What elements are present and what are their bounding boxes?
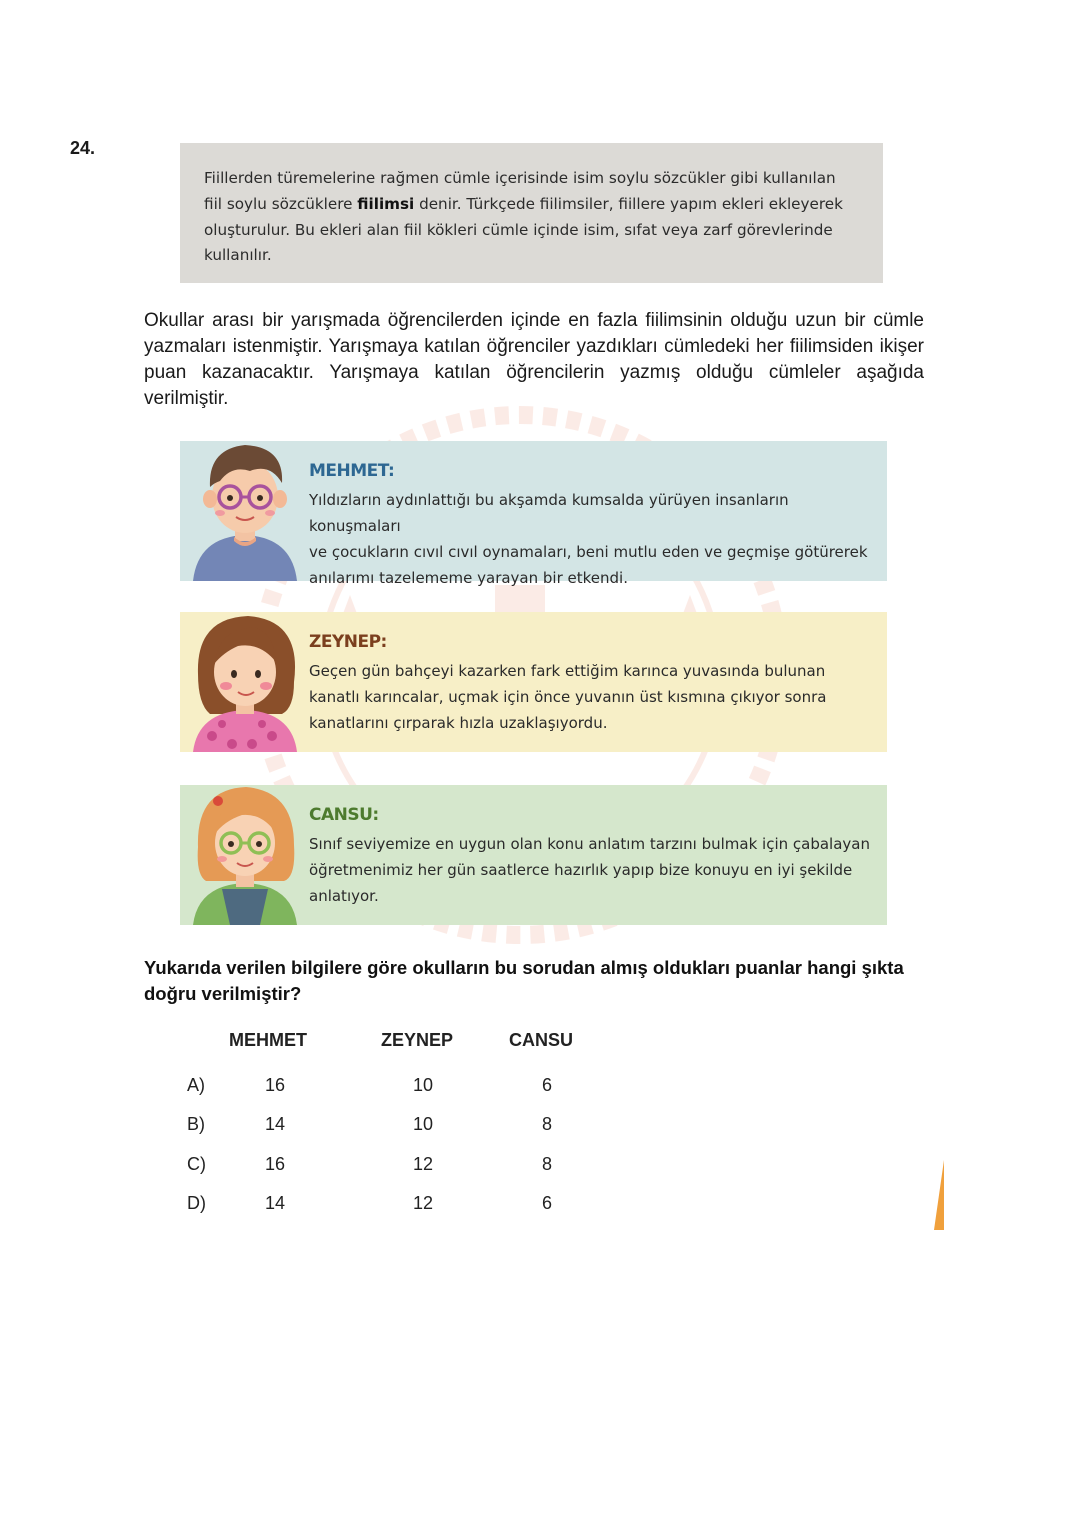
option-value-zeynep: 10 [412, 1114, 434, 1134]
boy-with-glasses-avatar [190, 441, 300, 581]
girl-avatar [190, 612, 300, 752]
student-name: ZEYNEP: [309, 632, 387, 652]
student-sentence: Sınıf seviyemize en uygun olan konu anlatım tarzını bulmak için çabalayan öğretmenimiz her gün saatlerce hazırlık yapıp bize konuyu en iyi şekilde anlatıyor. [309, 835, 870, 905]
option-value-mehmet: 14 [264, 1193, 286, 1213]
option-label[interactable]: B) [187, 1114, 205, 1134]
option-label[interactable]: A) [187, 1075, 205, 1095]
option-value-zeynep: 10 [412, 1075, 434, 1095]
definition-line-2: fiil soylu sözcüklere fiilimsi denir. Türkçede fiilimsiler, fiillere yapım ekleri ekleyerek [204, 194, 843, 213]
option-value-mehmet: 14 [264, 1114, 286, 1134]
option-value-cansu: 6 [541, 1075, 552, 1095]
student-name: CANSU: [309, 805, 379, 825]
definition-line-3: oluşturulur. Bu ekleri alan fiil kökleri cümle içinde isim, sıfat veya zarf görevlerinde [204, 220, 833, 239]
student-sentence: Yıldızların aydınlattığı bu akşamda kumsalda yürüyen insanların konuşmaları ve çocukların cıvıl cıvıl oynamaları, beni mutlu eden ve geçmişe götürerek anılarımı tazelememe yarayan bir etkendi. [309, 491, 868, 587]
option-value-zeynep: 12 [412, 1193, 434, 1213]
definition-line-4: kullanılır. [204, 246, 272, 265]
key-term: fiilimsi [357, 194, 415, 213]
option-label[interactable]: D) [187, 1193, 206, 1213]
student-sentence: Geçen gün bahçeyi kazarken fark ettiğim karınca yuvasında bulunan kanatlı karıncalar, uçmak için önce yuvanın üst kısmına çıkıyor sonra kanatlarını çırparak hızla uzaklaşıyordu. [309, 662, 827, 732]
question-number: 24. [70, 138, 96, 158]
student-card-zeynep [180, 612, 887, 752]
question-prompt: Yukarıda verilen bilgilere göre okulların bu sorudan almış oldukları puanlar hangi şıkta doğru verilmiştir? [144, 957, 904, 1004]
option-value-cansu: 6 [541, 1193, 552, 1213]
option-label[interactable]: C) [187, 1154, 206, 1174]
option-value-cansu: 8 [541, 1114, 552, 1134]
definition-box [180, 143, 883, 283]
girl-with-glasses-avatar [190, 785, 300, 925]
option-value-cansu: 8 [541, 1154, 552, 1174]
definition-line-1: Fiillerden türemelerine rağmen cümle içerisinde isim soylu sözcükler gibi kullanılan [204, 169, 836, 187]
student-name: MEHMET: [309, 461, 395, 481]
option-value-mehmet: 16 [264, 1075, 286, 1095]
student-card-mehmet [180, 441, 887, 587]
orange-corner-mark [930, 1160, 946, 1232]
column-header-mehmet: MEHMET [229, 1030, 307, 1050]
intro-paragraph: Okullar arası bir yarışmada öğrencilerden içinde en fazla fiilimsinin olduğu uzun bir cümle yazmaları istenmiştir. Yarışmaya katılan öğrenciler yazdıkları cümledeki her fiilimsiden ikişer puan kazanacaktır. Yarışmaya katılan öğrencilerin yazmış olduğu cümleler aşağıda verilmiştir. [144, 310, 924, 409]
option-value-zeynep: 12 [412, 1154, 434, 1174]
student-card-cansu [180, 785, 887, 925]
column-header-cansu: CANSU [509, 1030, 574, 1050]
column-header-zeynep: ZEYNEP [381, 1030, 454, 1050]
option-value-mehmet: 16 [264, 1154, 286, 1174]
